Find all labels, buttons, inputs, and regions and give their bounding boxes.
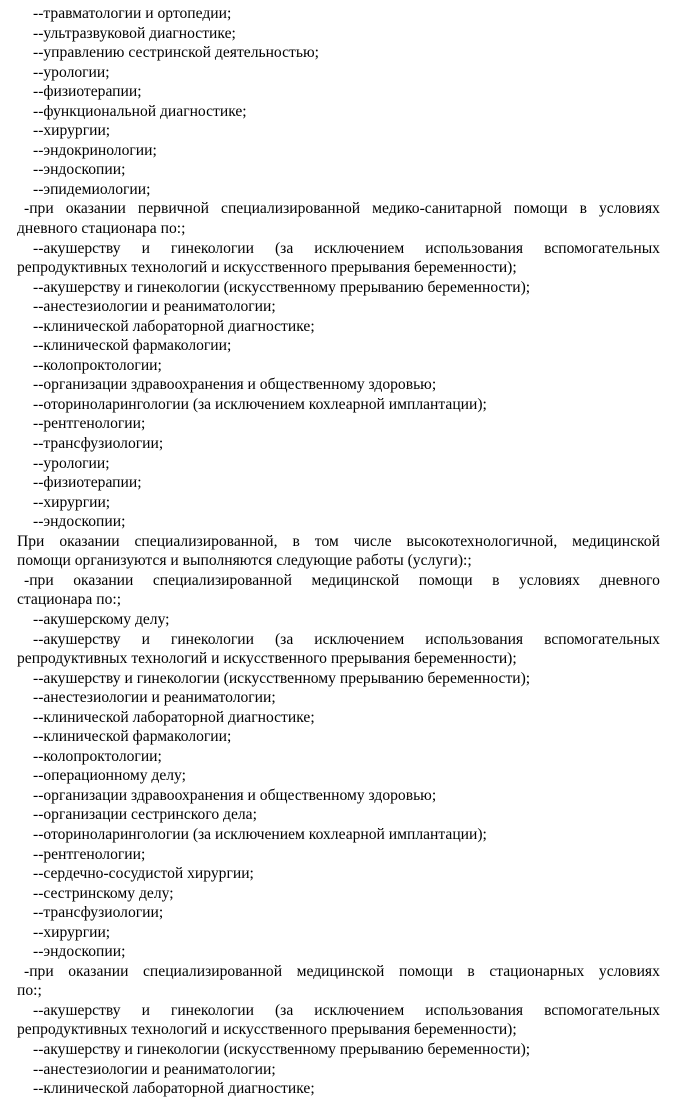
word: числе <box>353 532 392 550</box>
word: оказании <box>73 571 134 589</box>
text-line: --организации здравоохранения и общественному здоровью; <box>33 376 437 394</box>
word: в <box>492 571 500 589</box>
word: высокотехнологичной, <box>406 532 558 550</box>
text-line: --эпидемиологии; <box>33 180 151 198</box>
text-line: --ультразвуковой диагностике; <box>33 24 236 42</box>
text-line: --акушерству и гинекологии (искусственному прерыванию беременности); <box>33 278 531 296</box>
word: медико-санитарной <box>372 200 502 218</box>
word: --акушерству <box>33 630 121 648</box>
text-line: --клинической лабораторной диагностике; <box>33 317 315 335</box>
word: помощи <box>418 571 473 589</box>
text-line: --акушерскому делу; <box>33 610 170 628</box>
word: -при <box>24 200 54 218</box>
word: условиях <box>599 200 660 218</box>
word: специализированной <box>152 571 292 589</box>
text-line: --операционному делу; <box>33 767 186 785</box>
text-line: --акушерству и гинекологии (искусственному прерыванию беременности); <box>33 1040 531 1058</box>
text-line: --клинической фармакологии; <box>33 337 232 355</box>
text-line: --клинической лабораторной диагностике; <box>33 708 315 726</box>
word: -при <box>24 571 54 589</box>
word: том <box>314 532 339 550</box>
word: (за <box>274 1001 294 1019</box>
text-line: репродуктивных технологий и искусственного прерывания беременности); <box>17 259 517 277</box>
text-line: --эндокринологии; <box>33 141 157 159</box>
text-line: --трансфузиологии; <box>33 435 164 453</box>
text-line: --рентгенологии; <box>33 845 146 863</box>
word: исключением <box>314 239 405 257</box>
word: оказании <box>59 532 120 550</box>
word: медицинской <box>572 532 660 550</box>
text-line: --сестринскому делу; <box>33 884 174 902</box>
text-line: по:; <box>17 982 42 1000</box>
word: медицинской <box>311 571 400 589</box>
text-line: --анестезиологии и реаниматологии; <box>33 1060 276 1078</box>
text-line <box>17 571 660 591</box>
word: специализированной <box>221 200 361 218</box>
text-line: --рентгенологии; <box>33 415 146 433</box>
word: При <box>17 532 45 550</box>
text-line: --урологии; <box>33 63 110 81</box>
text-line: --анестезиологии и реаниматологии; <box>33 689 276 707</box>
text-line <box>17 199 660 219</box>
word: --акушерству <box>33 1001 121 1019</box>
text-line: --организации сестринского дела; <box>33 806 257 824</box>
word: гинекологии <box>170 630 254 648</box>
word: вспомогательных <box>544 630 660 648</box>
word: помощи <box>513 200 568 218</box>
word: вспомогательных <box>544 1001 660 1019</box>
word: стационарных <box>489 962 585 980</box>
text-line: --организации здравоохранения и общественному здоровью; <box>33 786 437 804</box>
word: вспомогательных <box>544 239 660 257</box>
word: условиях <box>518 571 580 589</box>
word: дневного <box>599 571 660 589</box>
word: -при <box>24 962 54 980</box>
text-line: --хирургии; <box>33 122 111 140</box>
text-line: --физиотерапии; <box>33 83 142 101</box>
word: медицинской <box>296 962 385 980</box>
word: и <box>141 1001 150 1019</box>
word: специализированной, <box>134 532 278 550</box>
text-line: --эндоскопии; <box>33 161 126 179</box>
word: первичной <box>137 200 210 218</box>
word: (за <box>274 630 294 648</box>
text-line: --управлению сестринской деятельностью; <box>33 44 319 62</box>
word: специализированной <box>143 962 283 980</box>
text-line: --травматологии и ортопедии; <box>33 5 232 22</box>
text-line: дневного стационара по:; <box>17 220 186 238</box>
word: в <box>467 962 475 980</box>
text-line: --оториноларингологии (за исключением кохлеарной имплантации); <box>33 825 487 843</box>
word: в <box>292 532 300 550</box>
word: использования <box>425 630 524 648</box>
text-line: помощи организуются и выполняются следующие работы (услуги):; <box>17 552 472 570</box>
word: в <box>579 200 587 218</box>
text-line: стационара по:; <box>17 591 122 609</box>
text-line: --хирургии; <box>33 923 111 941</box>
text-line <box>17 239 660 259</box>
text-line: --сердечно-сосудистой хирургии; <box>33 865 254 883</box>
text-line: --акушерству и гинекологии (искусственному прерыванию беременности); <box>33 669 531 687</box>
word: и <box>141 239 150 257</box>
word: исключением <box>314 1001 405 1019</box>
text-line: --оториноларингологии (за исключением кохлеарной имплантации); <box>33 395 487 413</box>
word: исключением <box>314 630 405 648</box>
text-line <box>17 1001 660 1021</box>
word: оказании <box>65 200 126 218</box>
word: условиях <box>598 962 660 980</box>
text-line: --клинической фармакологии; <box>33 728 232 746</box>
text-line: --хирургии; <box>33 493 111 511</box>
text-line: --колопроктологии; <box>33 747 162 765</box>
text-line <box>17 630 660 650</box>
text-line: --колопроктологии; <box>33 356 162 374</box>
word: гинекологии <box>170 239 254 257</box>
word: (за <box>274 239 294 257</box>
text-line: репродуктивных технологий и искусственного прерывания беременности); <box>17 650 517 668</box>
word: оказании <box>68 962 129 980</box>
word: --акушерству <box>33 239 121 257</box>
word: и <box>141 630 150 648</box>
word: использования <box>425 239 524 257</box>
text-line <box>17 962 660 982</box>
word: помощи <box>398 962 453 980</box>
text-line: --функциональной диагностике; <box>33 102 247 120</box>
word: использования <box>425 1001 524 1019</box>
text-line: --трансфузиологии; <box>33 904 164 922</box>
word: гинекологии <box>170 1001 254 1019</box>
text-line: --анестезиологии и реаниматологии; <box>33 298 276 316</box>
text-line: репродуктивных технологий и искусственного прерывания беременности); <box>17 1021 517 1039</box>
text-line: --физиотерапии; <box>33 474 142 492</box>
text-line <box>17 532 660 552</box>
text-line: --клинической лабораторной диагностике; <box>33 1080 315 1098</box>
text-line: --эндоскопии; <box>33 513 126 531</box>
text-line: --урологии; <box>33 454 110 472</box>
text-line: --эндоскопии; <box>33 943 126 961</box>
